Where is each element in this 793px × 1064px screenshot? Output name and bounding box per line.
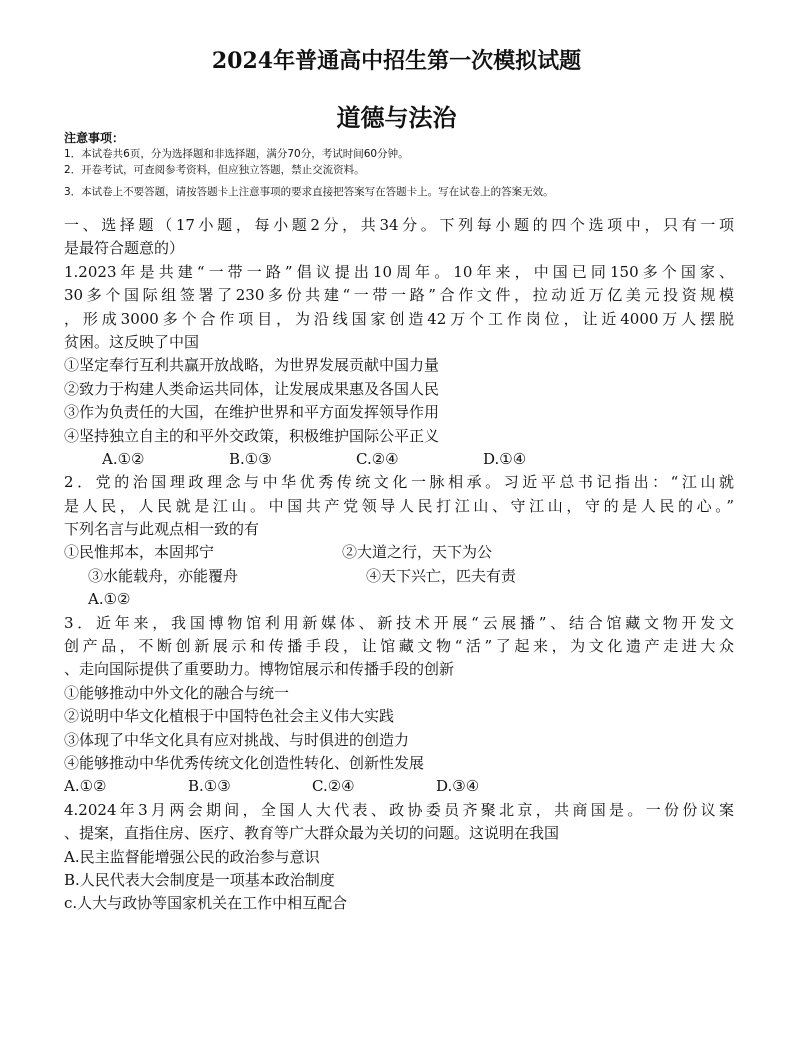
q2-stem-line: 是人民，人民就是江山。中国共产党领导人民打江山、守江山，守的是人民的心。” [64, 496, 734, 515]
section-heading: 一、选择题（17小题，每小题2分，共34分。下列每小题的四个选项中，只有一项 [64, 216, 734, 234]
q3-option-c: C.②④ [312, 777, 355, 796]
q2-statement: ①民惟邦本，本固邦宁 [64, 543, 215, 562]
q4-option-a: A.民主监督能增强公民的政治参与意识 [64, 847, 320, 866]
q3-statement: ③体现了中华文化具有应对挑战、与时俱进的创造力 [64, 730, 410, 749]
subject-title: 道德与法治 [336, 103, 457, 132]
q2-statement-row [64, 565, 734, 588]
q1-statement: ①坚定奉行互利共赢开放战略，为世界发展贡献中国力量 [64, 356, 440, 375]
q2-statement-row [64, 541, 734, 564]
q3-stem-line: 3．近年来，我国博物馆利用新媒体、新技术开展“云展播”、结合馆藏文物开发文 [64, 613, 734, 632]
notes-item: 1．本试卷共6页，分为选择题和非选择题，满分70分，考试时间60分钟。 [64, 148, 409, 160]
notes-section [64, 131, 554, 200]
q1-statement: ④坚持独立自主的和平外交政策，积极维护国际公平正义 [64, 426, 440, 445]
notes-item: 2．开卷考试，可查阅参考资料，但应独立答题，禁止交流资料。 [64, 164, 365, 176]
q3-stem-line: 创产品，不断创新展示和传播手段，让馆藏文物“活”了起来，为文化遗产走进大众 [64, 637, 734, 656]
q2-statement: ③水能载舟，亦能覆舟 [88, 566, 239, 585]
question-body [64, 214, 734, 916]
q1-stem-line: 1.2023年是共建“一带一路”倡议提出10周年。10年来，中国已同150多个国家、 [64, 262, 734, 281]
q1-option-d: D.①④ [483, 449, 527, 468]
q1-option-c: C.②④ [356, 449, 399, 468]
q4-stem-line: 、提案，直指住房、医疗、教育等广大群众最为关切的问题。这说明在我国 [64, 824, 560, 843]
q2-statement: ②大道之行，天下为公 [342, 543, 493, 562]
q2-stem-line: 2．党的治国理政理念与中华优秀传统文化一脉相承。习近平总书记指出：“江山就 [64, 473, 734, 492]
q2-statement: ④天下兴亡，匹夫有责 [366, 566, 517, 585]
q3-stem-line: 、走向国际提供了重要助力。博物馆展示和传播手段的创新 [64, 660, 455, 679]
q1-option-b: B.①③ [229, 449, 272, 468]
q1-stem-line: ，形成3000多个合作项目，为沿线国家创造42万个工作岗位，让近4000万人摆脱 [64, 309, 734, 328]
q3-statement: ②说明中华文化植根于中国特色社会主义伟大实践 [64, 707, 395, 726]
exam-title: 2024年普通高中招生第一次模拟试题 [211, 48, 582, 74]
q4-option-c: c.人大与政协等国家机关在工作中相互配合 [64, 894, 348, 913]
notes-item: 3．本试卷上不要答题，请按答题卡上注意事项的要求直接把答案写在答题卡上。写在试卷上的答案无效。 [64, 186, 554, 198]
q1-stem-line: 贫困。这反映了中国 [64, 332, 200, 351]
q1-options [64, 448, 734, 471]
q4-option-b: B.人民代表大会制度是一项基本政治制度 [64, 870, 335, 889]
q3-option-d: D.③④ [436, 777, 480, 796]
q3-statement: ①能够推动中外文化的融合与统一 [64, 683, 290, 702]
q1-statement: ②致力于构建人类命运共同体，让发展成果惠及各国人民 [64, 379, 440, 398]
q1-stem-line: 30多个国际组签署了230多份共建“一带一路”合作文件，拉动近万亿美元投资规模 [64, 286, 734, 305]
q1-option-a: A.①② [102, 449, 145, 468]
q3-option-b: B.①③ [188, 777, 231, 796]
q3-option-a: A.①② [64, 777, 107, 796]
q4-stem-line: 4.2024年3月两会期间，全国人大代表、政协委员齐聚北京，共商国是。一份份议案 [64, 800, 734, 819]
q3-statement: ④能够推动中华优秀传统文化创造性转化、创新性发展 [64, 753, 425, 772]
q1-statement: ③作为负责任的大国，在维护世界和平方面发挥领导作用 [64, 403, 440, 422]
q3-options [64, 775, 734, 798]
section-heading-cont: 是最符合题意的） [64, 239, 185, 258]
q2-option-a: A.①② [88, 590, 131, 609]
q2-stem-line: 下列名言与此观点相一致的有 [64, 520, 260, 539]
notes-heading: 注意事项： [64, 131, 125, 145]
